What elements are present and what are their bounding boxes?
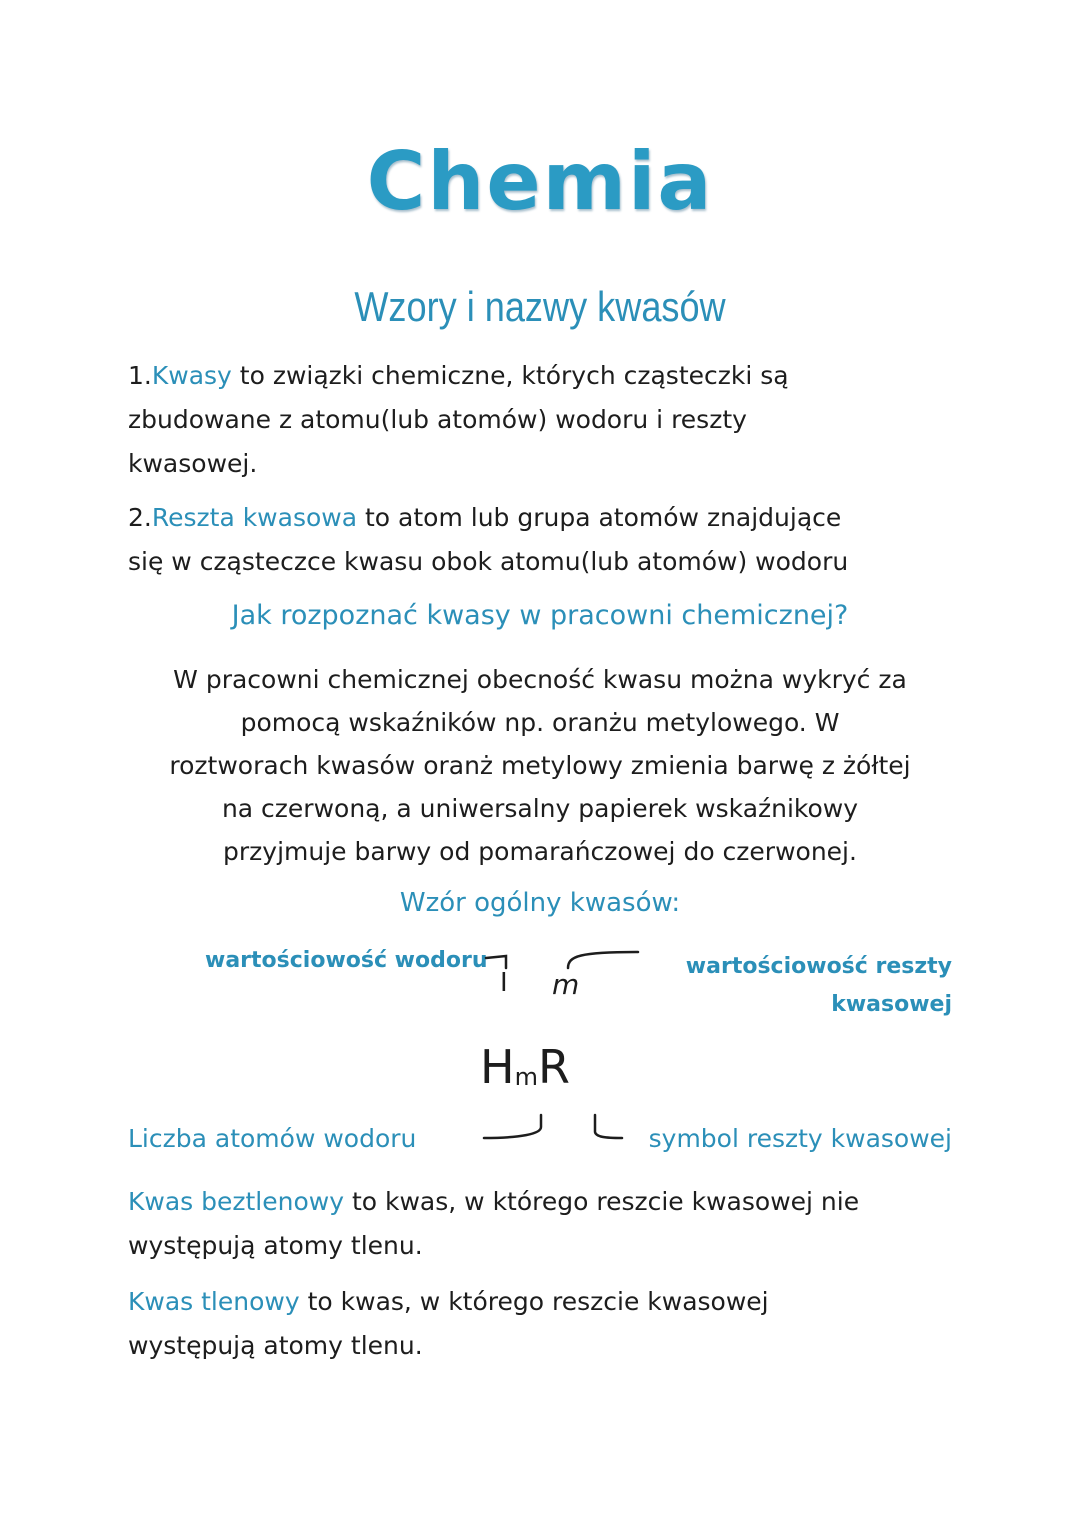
formula-subscript: m: [514, 1063, 538, 1091]
def1-term: Kwasy: [151, 361, 232, 390]
page-subtitle: Wzory i nazwy kwasów: [354, 283, 726, 330]
general-formula: [480, 1040, 640, 1094]
def2-line2: się w cząsteczce kwasu obok atomu(lub atomów) wodoru: [128, 547, 849, 576]
lab-text-line1: W pracowni chemicznej obecność kwasu można wykryć za: [173, 665, 907, 694]
valence-hydrogen-value: I: [500, 968, 508, 998]
def1-line2: zbudowane z atomu(lub atomów) wodoru i reszty: [128, 405, 747, 434]
def3-line1: to kwas, w którego reszcie kwasowej nie: [344, 1187, 860, 1216]
label-residue-symbol: symbol reszty kwasowej: [648, 1124, 952, 1153]
def2-term: Reszta kwasowa: [151, 503, 358, 532]
label-hydrogen-count: Liczba atomów wodoru: [128, 1124, 417, 1153]
definition-kwas-beztlenowy: [128, 1180, 958, 1268]
def3-line2: występują atomy tlenu.: [128, 1231, 423, 1260]
valence-residue-value: m: [552, 968, 580, 1001]
label-valence-hydrogen: wartościowość wodoru: [205, 948, 488, 973]
label-valence-residue-line1: wartościowość reszty: [685, 954, 952, 979]
general-formula-heading: Wzór ogólny kwasów:: [399, 888, 681, 918]
def1-prefix: 1.: [128, 361, 152, 390]
def4-term: Kwas tlenowy: [128, 1287, 300, 1316]
def1-line1: to związki chemiczne, których cząsteczki są: [231, 361, 789, 390]
formula-r: R: [537, 1040, 570, 1094]
def4-line2: występują atomy tlenu.: [128, 1331, 423, 1360]
definition-kwas-tlenowy: [128, 1280, 958, 1368]
lab-text-line5: przyjmuje barwy od pomarańczowej do czerwonej.: [223, 837, 857, 866]
formula-h: H: [480, 1040, 515, 1094]
def2-line1: to atom lub grupa atomów znajdujące: [357, 503, 842, 532]
page-title: Chemia: [366, 135, 714, 228]
label-valence-residue-line2: kwasowej: [831, 992, 952, 1017]
lab-text-line3: roztworach kwasów oranż metylowy zmienia barwę z żółtej: [169, 751, 911, 780]
def3-term: Kwas beztlenowy: [128, 1187, 345, 1216]
def1-line3: kwasowej.: [128, 449, 258, 478]
def2-prefix: 2.: [128, 503, 152, 532]
lab-question-heading: Jak rozpoznać kwasy w pracowni chemicznej?: [231, 600, 849, 631]
def4-line1: to kwas, w którego reszcie kwasowej: [299, 1287, 769, 1316]
lab-text-line2: pomocą wskaźników np. oranżu metylowego. W: [240, 708, 840, 737]
lab-text-line4: na czerwoną, a uniwersalny papierek wskaźnikowy: [221, 794, 859, 823]
